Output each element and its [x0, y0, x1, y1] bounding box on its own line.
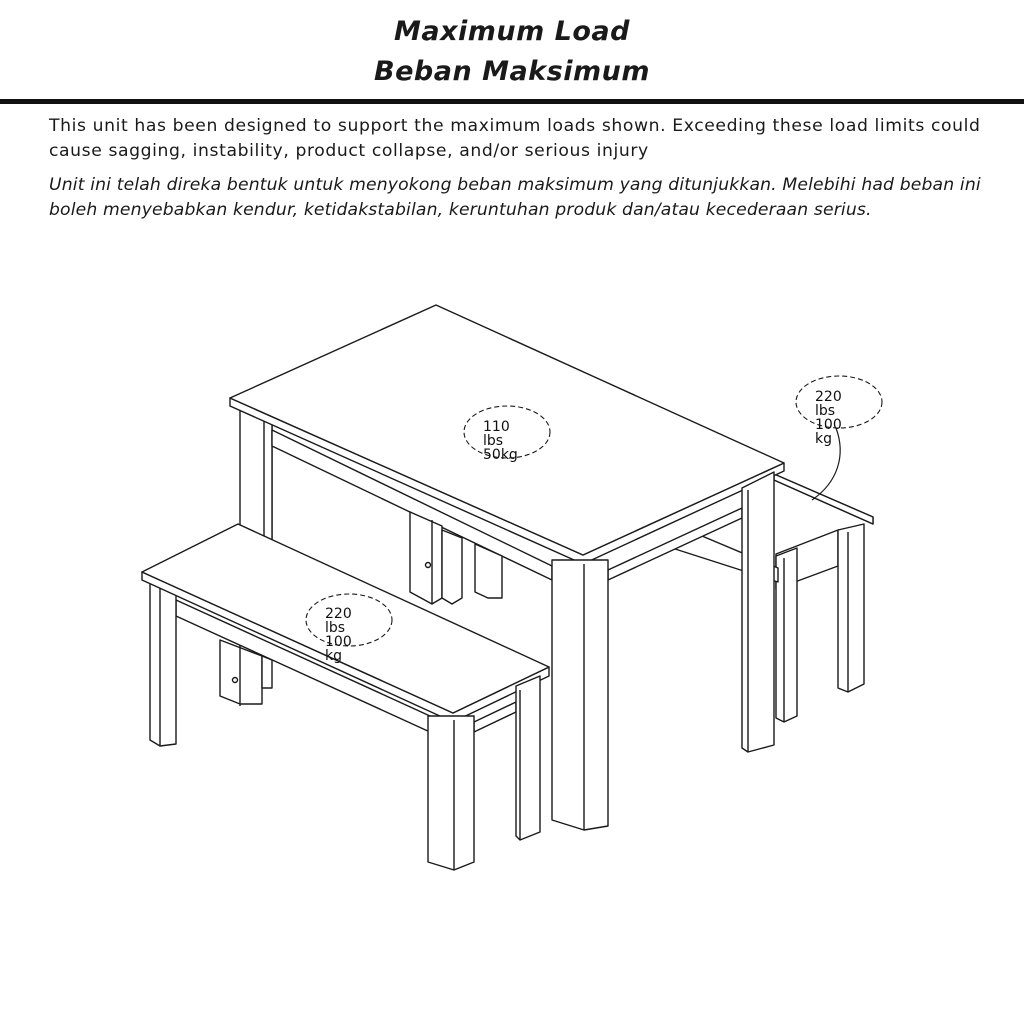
front-bench-load-value-kg: 100 — [325, 634, 352, 650]
warning-text-malay: Unit ini telah direka bentuk untuk menyokong beban maksimum yang ditunjukkan. Melebihi had beban ini boleh menyebabkan kendur, ketidakstabilan, keruntuhan produk dan/atau kecederaan serius. — [49, 175, 981, 220]
rear-bench-left-leg — [776, 548, 797, 722]
table-load-value-lbs: 110 — [483, 419, 510, 435]
table-load-kg: 50kg — [483, 447, 518, 463]
table-back-right-leg — [410, 512, 442, 604]
rear-bench-load-unit-kg: kg — [815, 431, 832, 447]
warning-text-english: This unit has been designed to support the maximum loads shown. Exceeding these load limits could cause sagging, instability, product collapse, and/or serious injury — [49, 116, 981, 161]
page-title-malay: Beban Maksimum — [374, 56, 650, 87]
table-front-left-leg — [552, 560, 608, 830]
front-bench-load-unit-kg: kg — [325, 648, 342, 664]
front-bench-front-leg — [428, 716, 474, 870]
rear-bench-front-edge — [774, 474, 873, 524]
rear-bench-load-value-lbs: 220 — [815, 389, 842, 405]
rear-bench-load-unit-lbs: lbs — [815, 403, 836, 419]
front-bench-load-unit-lbs: lbs — [325, 620, 346, 636]
rear-bench-right-leg — [838, 524, 864, 692]
page-title: Maximum Load — [394, 16, 630, 47]
front-bench-load-value-lbs: 220 — [325, 606, 352, 622]
table-front-right-leg — [742, 472, 774, 752]
rear-bench-load-value-kg: 100 — [815, 417, 842, 433]
front-bench-left-leg — [150, 580, 176, 746]
table-load-unit-lbs: lbs — [483, 433, 504, 449]
